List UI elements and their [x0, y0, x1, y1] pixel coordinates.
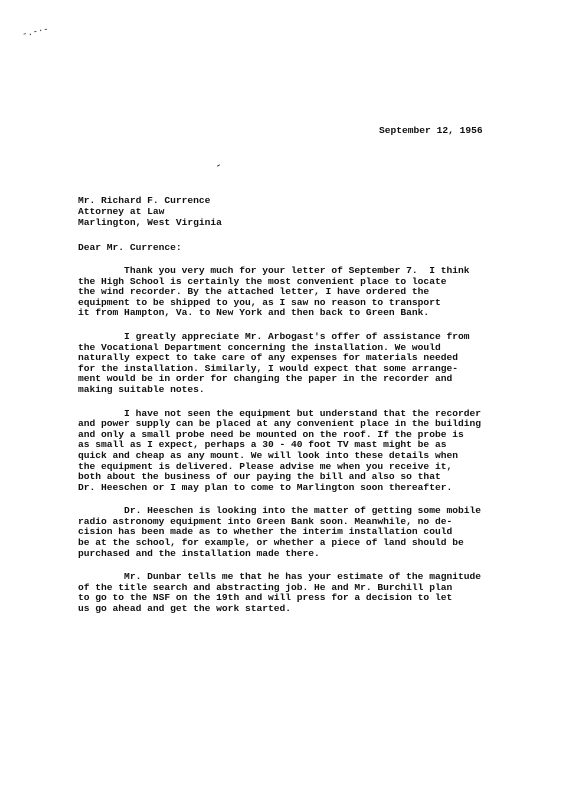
paragraph-1 — [78, 266, 548, 319]
text-line: equipment to be shipped to you, as I saw no reason to transport — [78, 296, 441, 308]
text-line: Dr. Heeschen or I may plan to come to Marlington soon thereafter. — [78, 481, 453, 493]
text-line: the equipment is delivered. Please advise me when you receive it, — [78, 460, 453, 472]
text-line: Dr. Heeschen is looking into the matter of getting some mobile — [78, 505, 482, 517]
salutation: Dear Mr. Currence: — [78, 242, 182, 253]
ink-speck — [217, 164, 220, 166]
corner-mark: -.-·- — [21, 24, 50, 40]
paragraph-5 — [78, 572, 548, 614]
text-line: and only a small probe need be mounted on the roof. If the probe is — [78, 428, 464, 440]
recipient-name: Mr. Richard F. Currence — [78, 195, 211, 206]
text-line: the wind recorder. By the attached letter, I have ordered the — [78, 286, 430, 298]
text-line: making suitable notes. — [78, 383, 205, 395]
recipient-location: Marlington, West Virginia — [78, 217, 222, 228]
text-line: and power supply can be placed at any convenient place in the building — [78, 418, 482, 430]
paragraph-3 — [78, 409, 548, 494]
recipient-address — [78, 195, 222, 228]
text-line: quick and cheap as any mount. We will look into these details when — [78, 449, 458, 461]
paragraph-4 — [78, 506, 548, 559]
text-line: both about the business of our paying the bill and also so that — [78, 471, 441, 483]
text-line: of the title search and abstracting job. He and Mr. Burchill plan — [78, 581, 453, 593]
text-line: the Vocational Department concerning the installation. We would — [78, 341, 441, 353]
text-line: ment would be in order for changing the paper in the recorder and — [78, 373, 453, 385]
text-line: naturally expect to take care of any expenses for materials needed — [78, 352, 458, 364]
text-line: as small as I expect, perhaps a 30 - 40 foot TV mast might be as — [78, 439, 447, 451]
text-line: to go to the NSF on the 19th and will press for a decision to let — [78, 592, 453, 604]
text-line: radio astronomy equipment into Green Bank soon. Meanwhile, no de- — [78, 515, 453, 527]
text-line: it from Hampton, Va. to New York and then back to Green Bank. — [78, 307, 430, 319]
text-line: I greatly appreciate Mr. Arbogast's offer of assistance from — [78, 330, 470, 342]
letter-date: September 12, 1956 — [379, 125, 483, 136]
text-line: Mr. Dunbar tells me that he has your estimate of the magnitude — [78, 571, 482, 583]
text-line: us go ahead and get the work started. — [78, 603, 292, 615]
text-line: Thank you very much for your letter of September 7. I think — [78, 265, 470, 276]
recipient-title: Attorney at Law — [78, 206, 165, 217]
text-line: cision has been made as to whether the interim installation could — [78, 526, 453, 538]
text-line: for the installation. Similarly, I would expect that some arrange- — [78, 362, 458, 374]
letter-body — [78, 266, 548, 628]
text-line: be at the school, for example, or whether a piece of land should be — [78, 537, 464, 549]
text-line: the High School is certainly the most convenient place to locate — [78, 275, 447, 287]
paragraph-2 — [78, 332, 548, 396]
text-line: purchased and the installation made there. — [78, 547, 320, 559]
text-line: I have not seen the equipment but understand that the recorder — [78, 407, 482, 419]
